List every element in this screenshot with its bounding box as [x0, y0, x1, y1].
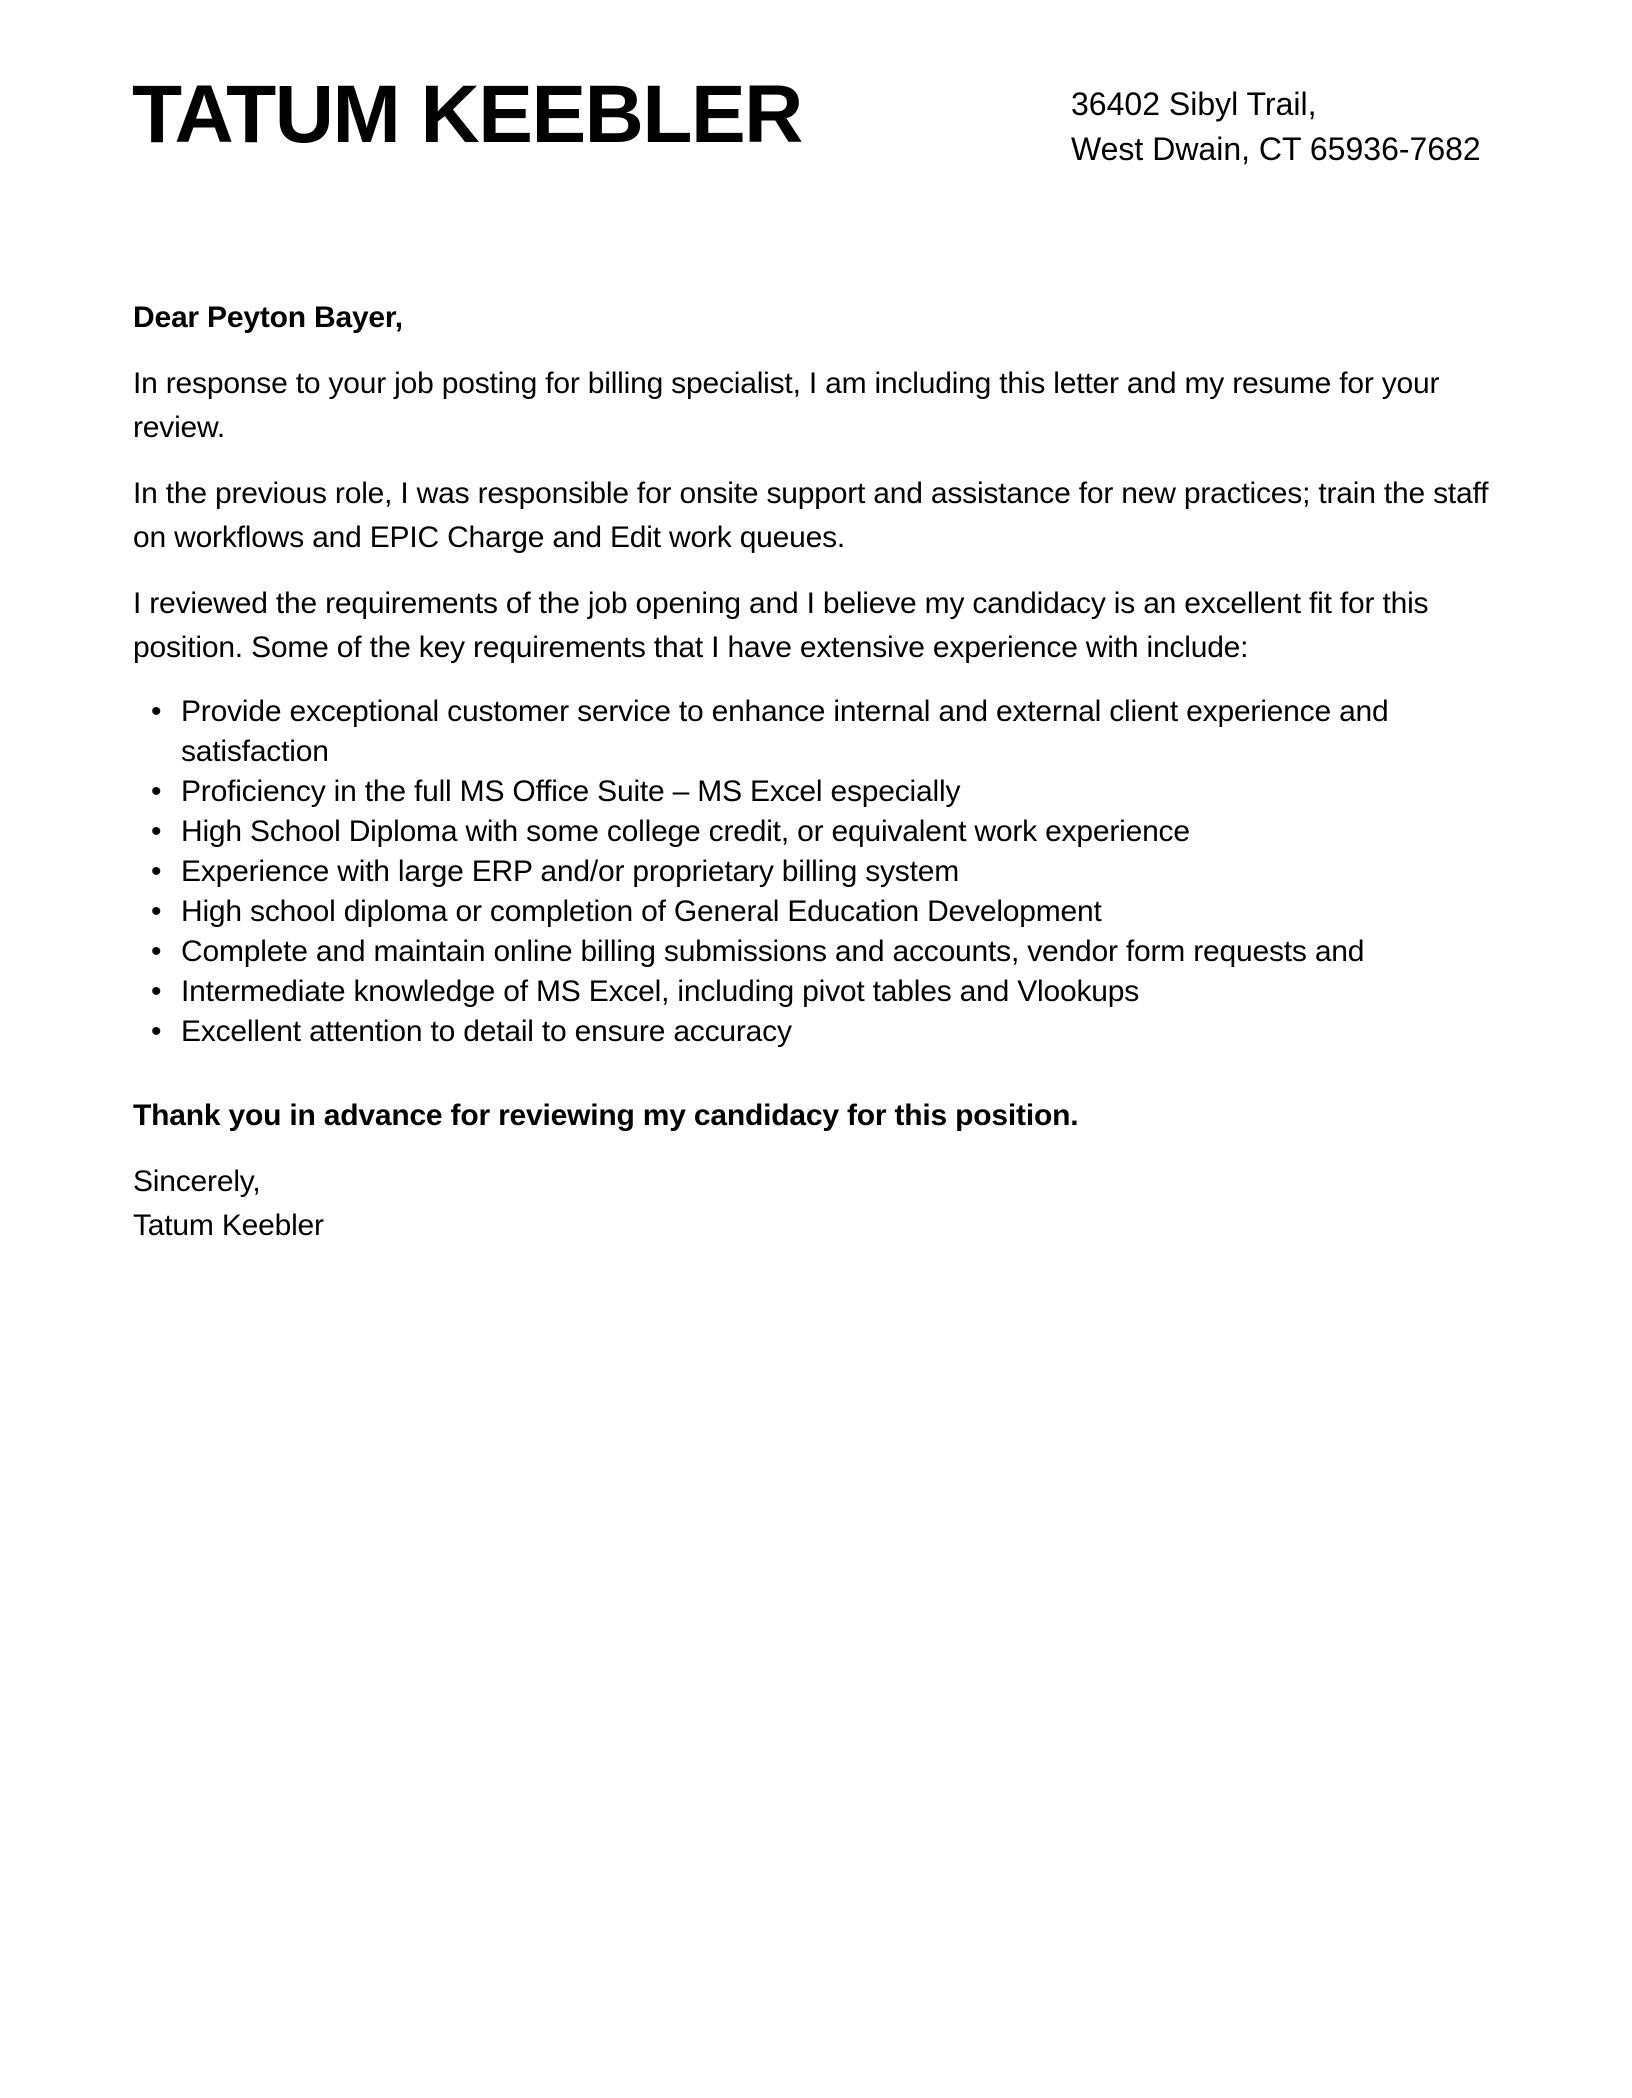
list-item — [133, 972, 1503, 1012]
bullet-icon: • — [151, 855, 162, 888]
experience-paragraph: In the previous role, I was responsible for onsite support and assistance for new practices; train the staff on workflows and EPIC Charge and Edit work queues. — [133, 477, 1489, 554]
address-line-2: West Dwain, CT 65936-7682 — [1071, 131, 1481, 167]
requirement-text: Proficiency in the full MS Office Suite – MS Excel especially — [181, 775, 961, 808]
bullet-icon: • — [151, 975, 162, 1008]
applicant-address — [1071, 82, 1481, 172]
intro-paragraph: In response to your job posting for billing specialist, I am including this letter and my resume for your review. — [133, 367, 1440, 444]
requirement-text: Intermediate knowledge of MS Excel, including pivot tables and Vlookups — [181, 975, 1140, 1008]
list-item — [133, 932, 1503, 972]
list-item — [133, 692, 1503, 772]
bullet-icon: • — [151, 935, 162, 968]
bullet-icon: • — [151, 695, 162, 728]
list-item — [133, 852, 1503, 892]
requirements-paragraph: I reviewed the requirements of the job opening and I believe my candidacy is an excellent fit for this position. Some of the key requirements that I have extensive experience with include: — [133, 587, 1429, 664]
letter-body — [133, 296, 1503, 1248]
salutation: Dear Peyton Bayer, — [133, 301, 403, 334]
signature-name: Tatum Keebler — [133, 1209, 324, 1242]
bullet-icon: • — [151, 815, 162, 848]
requirement-text: Provide exceptional customer service to enhance internal and external client experience and satisfaction — [181, 695, 1389, 768]
applicant-name: TATUM KEEBLER — [132, 69, 802, 160]
closing-statement: Thank you in advance for reviewing my candidacy for this position. — [133, 1099, 1079, 1132]
list-item — [133, 892, 1503, 932]
requirement-text: Excellent attention to detail to ensure accuracy — [181, 1015, 792, 1048]
list-item — [133, 812, 1503, 852]
bullet-icon: • — [151, 775, 162, 808]
requirement-text: High school diploma or completion of General Education Development — [181, 895, 1102, 928]
signoff: Sincerely, — [133, 1165, 261, 1198]
bullet-icon: • — [151, 895, 162, 928]
requirements-list — [133, 692, 1503, 1052]
address-line-1: 36402 Sibyl Trail, — [1071, 86, 1317, 122]
list-item — [133, 772, 1503, 812]
requirement-text: Complete and maintain online billing submissions and accounts, vendor form requests and — [181, 935, 1365, 968]
requirement-text: High School Diploma with some college credit, or equivalent work experience — [181, 815, 1190, 848]
list-item — [133, 1012, 1503, 1052]
bullet-icon: • — [151, 1015, 162, 1048]
requirement-text: Experience with large ERP and/or proprietary billing system — [181, 855, 960, 888]
